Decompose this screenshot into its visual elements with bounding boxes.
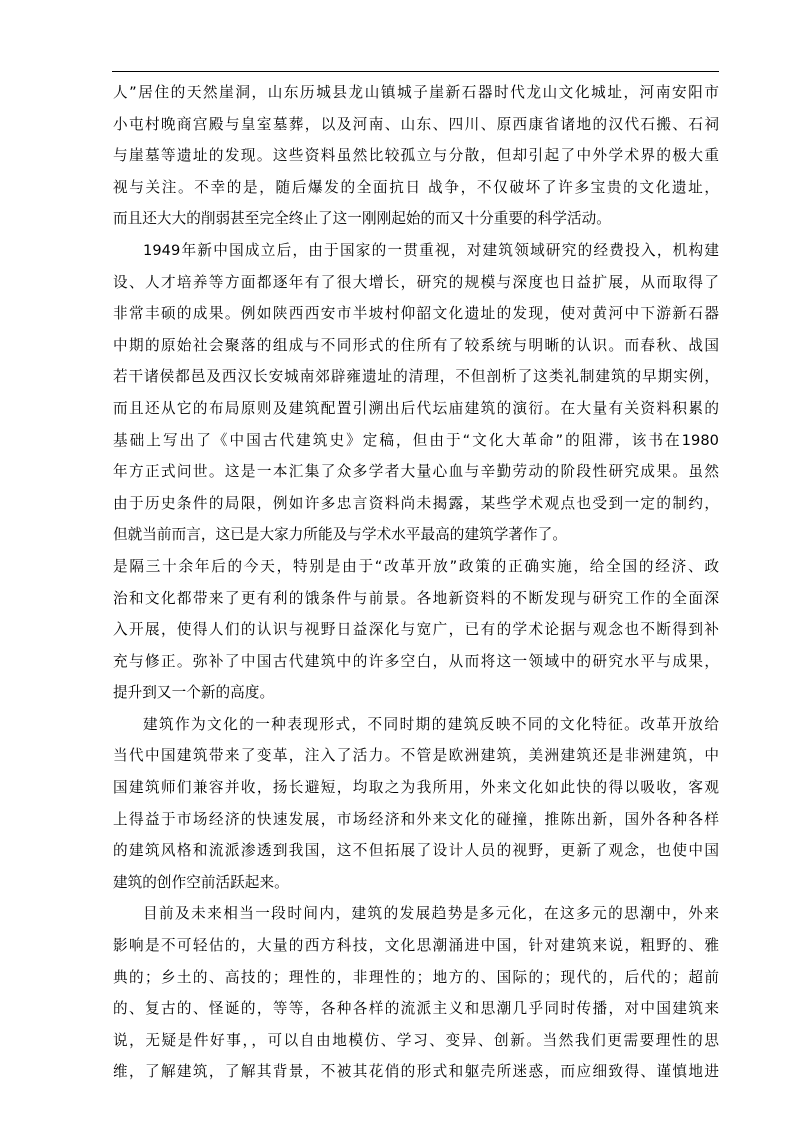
text-line: 的建筑风格和流派渗透到我国，这不但拓展了设计人员的视野，更新了观念，也使中国 bbox=[113, 842, 719, 860]
text-line: 维，了解建筑，了解其背景，不被其花俏的形式和躯壳所迷惑，而应细致得、谨慎地进 bbox=[113, 1063, 719, 1081]
paragraph-2 bbox=[113, 235, 719, 551]
paragraph-4 bbox=[113, 709, 719, 899]
text-line: 典的；乡土的、高技的；理性的，非理性的；地方的、国际的；现代的，后代的；超前 bbox=[113, 968, 719, 986]
paragraph-3 bbox=[113, 551, 719, 709]
text-line: 非常丰硕的成果。例如陕西西安市半坡村仰韶文化遗址的发现，使对黄河中下游新石器 bbox=[113, 305, 719, 323]
text-line: 由于历史条件的局限，例如许多忠言资料尚未揭露，某些学术观点也受到一定的制约， bbox=[113, 494, 719, 512]
text-line: 的、复古的、怪诞的，等等，各种各样的流派主义和思潮几乎同时传播，对中国建筑来 bbox=[113, 1000, 719, 1018]
text-line: 中期的原始社会聚落的组成与不同形式的住所有了较系统与明晰的认识。而春秋、战国 bbox=[113, 336, 719, 354]
text-line: 小屯村晚商宫殿与皇室墓葬，以及河南、山东、四川、原西康省诸地的汉代石搬、石祠 bbox=[113, 115, 719, 133]
text-line: 人”居住的天然崖洞，山东历城县龙山镇城子崖新石器时代龙山文化城址，河南安阳市 bbox=[113, 84, 719, 101]
text-line: 目前及未来相当一段时间内，建筑的发展趋势是多元化，在这多元的思潮中，外来 bbox=[143, 905, 719, 923]
text-line: 建筑作为文化的一种表现形式，不同时期的建筑反映不同的文化特征。改革开放给 bbox=[143, 715, 719, 733]
paragraph-5 bbox=[113, 898, 719, 1088]
text-line: 视与关注。不幸的是，随后爆发的全面抗日 战争，不仅破坏了许多宝贵的文化遗址， bbox=[113, 178, 719, 196]
text-line: 上得益于市场经济的快速发展，市场经济和外来文化的碰撞，推陈出新，国外各种各样 bbox=[113, 810, 719, 828]
text-line: 充与修正。弥补了中国古代建筑中的许多空白，从而将这一领域中的研究水平与成果， bbox=[113, 652, 719, 670]
document-body bbox=[113, 77, 719, 1088]
text-line: 1949年新中国成立后，由于国家的一贯重视，对建筑领域研究的经费投入，机构建 bbox=[143, 241, 719, 259]
text-line: 入开展，使得人们的认识与视野日益深化与宽广，已有的学术论据与观念也不断得到补 bbox=[113, 621, 719, 639]
text-line: 但就当前而言，这已是大家力所能及与学术水平最高的建筑学著作了。 bbox=[113, 526, 567, 544]
text-line: 与崖墓等遗址的发现。这些资料虽然比较孤立与分散，但却引起了中外学术界的极大重 bbox=[113, 147, 719, 165]
text-line: 年方正式问世。这是一本汇集了众多学者大量心血与辛勤劳动的阶段性研究成果。虽然 bbox=[113, 463, 719, 481]
text-line: 国建筑师们兼容并收，扬长避短，均取之为我所用，外来文化如此快的得以吸收，客观 bbox=[113, 779, 719, 797]
text-line: 治和文化都带来了更有利的饿条件与前景。各地新资料的不断发现与研究工作的全面深 bbox=[113, 589, 719, 607]
text-line: 而且还大大的削弱甚至完全终止了这一刚刚起始的而又十分重要的科学活动。 bbox=[113, 210, 611, 228]
text-line: 是隔三十余年后的今天，特别是由于“改革开放”政策的正确实施，给全国的经济、政 bbox=[113, 557, 719, 575]
paragraph-1 bbox=[113, 77, 719, 235]
text-line: 基础上写出了《中国古代建筑史》定稿，但由于“文化大革命”的阻滞，该书在1980 bbox=[113, 431, 719, 449]
text-line: 提升到又一个新的高度。 bbox=[113, 684, 275, 702]
header-rule bbox=[112, 71, 719, 72]
text-line: 建筑的创作空前活跃起来。 bbox=[113, 873, 289, 891]
text-line: 若干诸侯都邑及西汉长安城南郊辟雍遗址的清理，不但剖析了这类礼制建筑的早期实例， bbox=[113, 368, 719, 386]
text-line: 当代中国建筑带来了变革，注入了活力。不管是欧洲建筑，美洲建筑还是非洲建筑，中 bbox=[113, 747, 719, 765]
text-line: 影响是不可轻估的，大量的西方科技，文化思潮涌进中国，针对建筑来说，粗野的、雅 bbox=[113, 937, 719, 955]
text-line: 而且还从它的布局原则及建筑配置引溯出后代坛庙建筑的演衍。在大量有关资料积累的 bbox=[113, 399, 719, 417]
text-line: 设、人才培养等方面都逐年有了很大增长，研究的规模与深度也日益扩展，从而取得了 bbox=[113, 273, 719, 291]
text-line: 说，无疑是件好事，，可以自由地模仿、学习、变异、创新。当然我们更需要理性的思 bbox=[113, 1031, 719, 1049]
